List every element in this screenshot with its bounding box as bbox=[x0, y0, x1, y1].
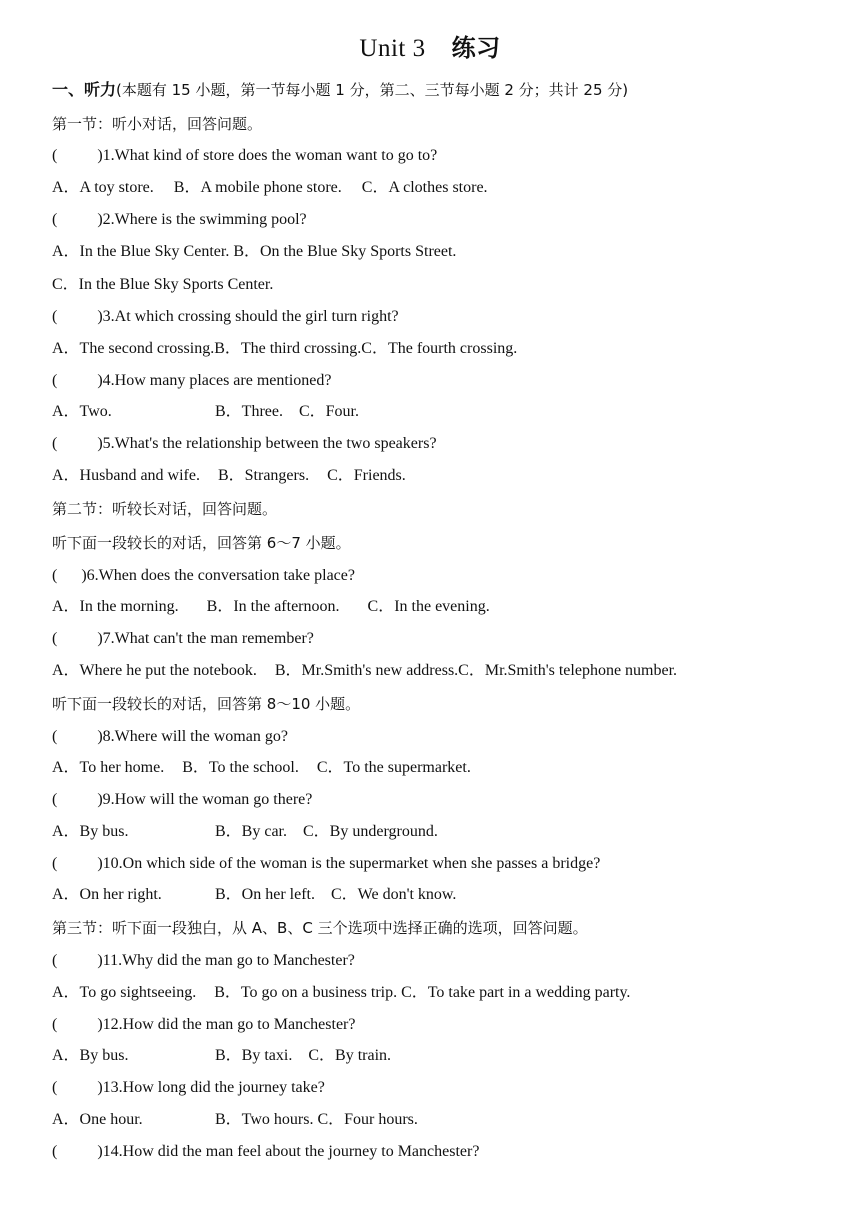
question-stem: 4.How many places are mentioned? bbox=[102, 372, 332, 389]
options-5 bbox=[52, 466, 406, 486]
options-4 bbox=[52, 402, 359, 422]
options-10 bbox=[52, 885, 456, 905]
question-4 bbox=[52, 371, 331, 391]
answer-blank[interactable]: ( ) bbox=[52, 308, 103, 325]
answer-blank[interactable]: ( ) bbox=[52, 952, 103, 969]
answer-blank[interactable]: ( ) bbox=[52, 630, 103, 647]
question-stem: 12.How did the man go to Manchester? bbox=[102, 1016, 356, 1033]
option-a: A．By bus. bbox=[52, 1047, 129, 1064]
part3-heading: 第三节：听下面一段独白，从 A、B、C 三个选项中选择正确的选项，回答问题。 bbox=[52, 919, 588, 937]
answer-blank[interactable]: ( ) bbox=[52, 791, 103, 808]
question-stem: 7.What can't the man remember? bbox=[102, 630, 314, 647]
option-b: B．By taxi. bbox=[215, 1047, 293, 1064]
part1-heading: 第一节：听小对话，回答问题。 bbox=[52, 115, 263, 133]
option-c: C．Friends. bbox=[327, 467, 406, 484]
question-stem: 3.At which crossing should the girl turn right? bbox=[102, 308, 399, 325]
question-2 bbox=[52, 210, 307, 230]
option-b: B．Strangers. bbox=[217, 467, 310, 484]
question-9 bbox=[52, 790, 312, 810]
answer-blank[interactable]: ( ) bbox=[52, 855, 103, 872]
options-1 bbox=[52, 178, 488, 198]
option-a: A．By bus. bbox=[52, 823, 129, 840]
question-6 bbox=[52, 566, 355, 586]
option-a: A．In the morning. bbox=[52, 598, 179, 615]
option-a: A．On her right. bbox=[52, 886, 162, 903]
question-13 bbox=[52, 1078, 325, 1098]
option-c: C．By train. bbox=[308, 1047, 392, 1064]
answer-blank[interactable]: ( ) bbox=[52, 435, 103, 452]
question-3 bbox=[52, 307, 399, 327]
answer-blank[interactable]: ( ) bbox=[52, 147, 103, 164]
question-11 bbox=[52, 951, 355, 971]
question-7 bbox=[52, 629, 314, 649]
option-a: A．To her home. bbox=[52, 759, 165, 776]
part2-sub1: 听下面一段较长的对话，回答第 6～7 小题。 bbox=[52, 534, 351, 552]
question-stem: 13.How long did the journey take? bbox=[102, 1079, 325, 1096]
question-stem: 9.How will the woman go there? bbox=[102, 791, 313, 808]
answer-blank[interactable]: ( ) bbox=[52, 372, 103, 389]
part2-heading: 第二节：听较长对话，回答问题。 bbox=[52, 500, 278, 518]
question-10 bbox=[52, 854, 600, 874]
option-c: C．Four. bbox=[298, 403, 360, 420]
question-14 bbox=[52, 1142, 479, 1162]
options-11 bbox=[52, 983, 630, 1003]
option-a: A．Two. bbox=[52, 403, 112, 420]
section-head-label: 一、听力 bbox=[52, 80, 117, 99]
options-2-line2: C．In the Blue Sky Sports Center. bbox=[52, 276, 274, 293]
answer-blank[interactable]: ( ) bbox=[52, 728, 103, 745]
question-5 bbox=[52, 434, 437, 454]
option-a: A．One hour. bbox=[52, 1111, 143, 1128]
title-zh: 练习 bbox=[451, 34, 501, 62]
question-1 bbox=[52, 146, 437, 166]
question-stem: 2.Where is the swimming pool? bbox=[102, 211, 307, 228]
answer-blank[interactable]: ( ) bbox=[52, 1079, 103, 1096]
option-b: B．Three. bbox=[215, 403, 283, 420]
option-b: B．To the school. bbox=[182, 759, 299, 776]
answer-blank[interactable]: ( ) bbox=[52, 567, 87, 584]
option-bc: B．Two hours. C．Four hours. bbox=[215, 1111, 418, 1128]
answer-blank[interactable]: ( ) bbox=[52, 1143, 103, 1160]
option-a: A．Husband and wife. bbox=[52, 467, 200, 484]
options-2-line1: A．In the Blue Sky Center. B．On the Blue Sky Sports Street. bbox=[52, 243, 457, 260]
option-a: A．Where he put the notebook. bbox=[52, 662, 257, 679]
question-stem: 11.Why did the man go to Manchester? bbox=[102, 952, 355, 969]
option-bc: B．Mr.Smith's new address.C．Mr.Smith's telephone number. bbox=[274, 662, 678, 679]
options-7 bbox=[52, 661, 677, 681]
options-13 bbox=[52, 1110, 418, 1130]
section-head-note: (本题有 15 小题，第一节每小题 1 分，第二、三节每小题 2 分；共计 25 分) bbox=[116, 81, 629, 99]
title-unit: Unit 3 bbox=[359, 35, 426, 62]
page-title bbox=[0, 28, 860, 63]
option-b: B．In the afternoon. bbox=[206, 598, 340, 615]
option-c: C．In the evening. bbox=[367, 598, 490, 615]
question-stem: 5.What's the relationship between the two speakers? bbox=[102, 435, 437, 452]
option-c: C．We don't know. bbox=[330, 886, 457, 903]
question-stem: 14.How did the man feel about the journey to Manchester? bbox=[102, 1143, 480, 1160]
option-c: C．To the supermarket. bbox=[316, 759, 471, 776]
option-b: B．By car. bbox=[215, 823, 287, 840]
option-a: A．A toy store. bbox=[52, 179, 154, 196]
answer-blank[interactable]: ( ) bbox=[52, 211, 103, 228]
options-8 bbox=[52, 758, 471, 778]
question-stem: 6.When does the conversation take place? bbox=[86, 567, 355, 584]
question-8 bbox=[52, 727, 288, 747]
options-6 bbox=[52, 597, 490, 617]
section-heading bbox=[52, 80, 628, 100]
option-b: B．On her left. bbox=[215, 886, 315, 903]
options-9 bbox=[52, 822, 438, 842]
question-stem: 10.On which side of the woman is the supermarket when she passes a bridge? bbox=[102, 855, 601, 872]
option-a: A．To go sightseeing. bbox=[52, 984, 197, 1001]
option-b: B．A mobile phone store. bbox=[173, 179, 342, 196]
option-c: C．A clothes store. bbox=[361, 179, 488, 196]
options-3: A．The second crossing.B．The third crossing.C．The fourth crossing. bbox=[52, 340, 518, 357]
part2-sub2: 听下面一段较长的对话，回答第 8～10 小题。 bbox=[52, 695, 361, 713]
question-12 bbox=[52, 1015, 355, 1035]
options-12 bbox=[52, 1046, 391, 1066]
question-stem: 1.What kind of store does the woman want to go to? bbox=[102, 147, 438, 164]
option-c: C．By underground. bbox=[303, 823, 438, 840]
option-bc: B．To go on a business trip. C．To take part in a wedding party. bbox=[214, 984, 631, 1001]
question-stem: 8.Where will the woman go? bbox=[102, 728, 288, 745]
answer-blank[interactable]: ( ) bbox=[52, 1016, 103, 1033]
